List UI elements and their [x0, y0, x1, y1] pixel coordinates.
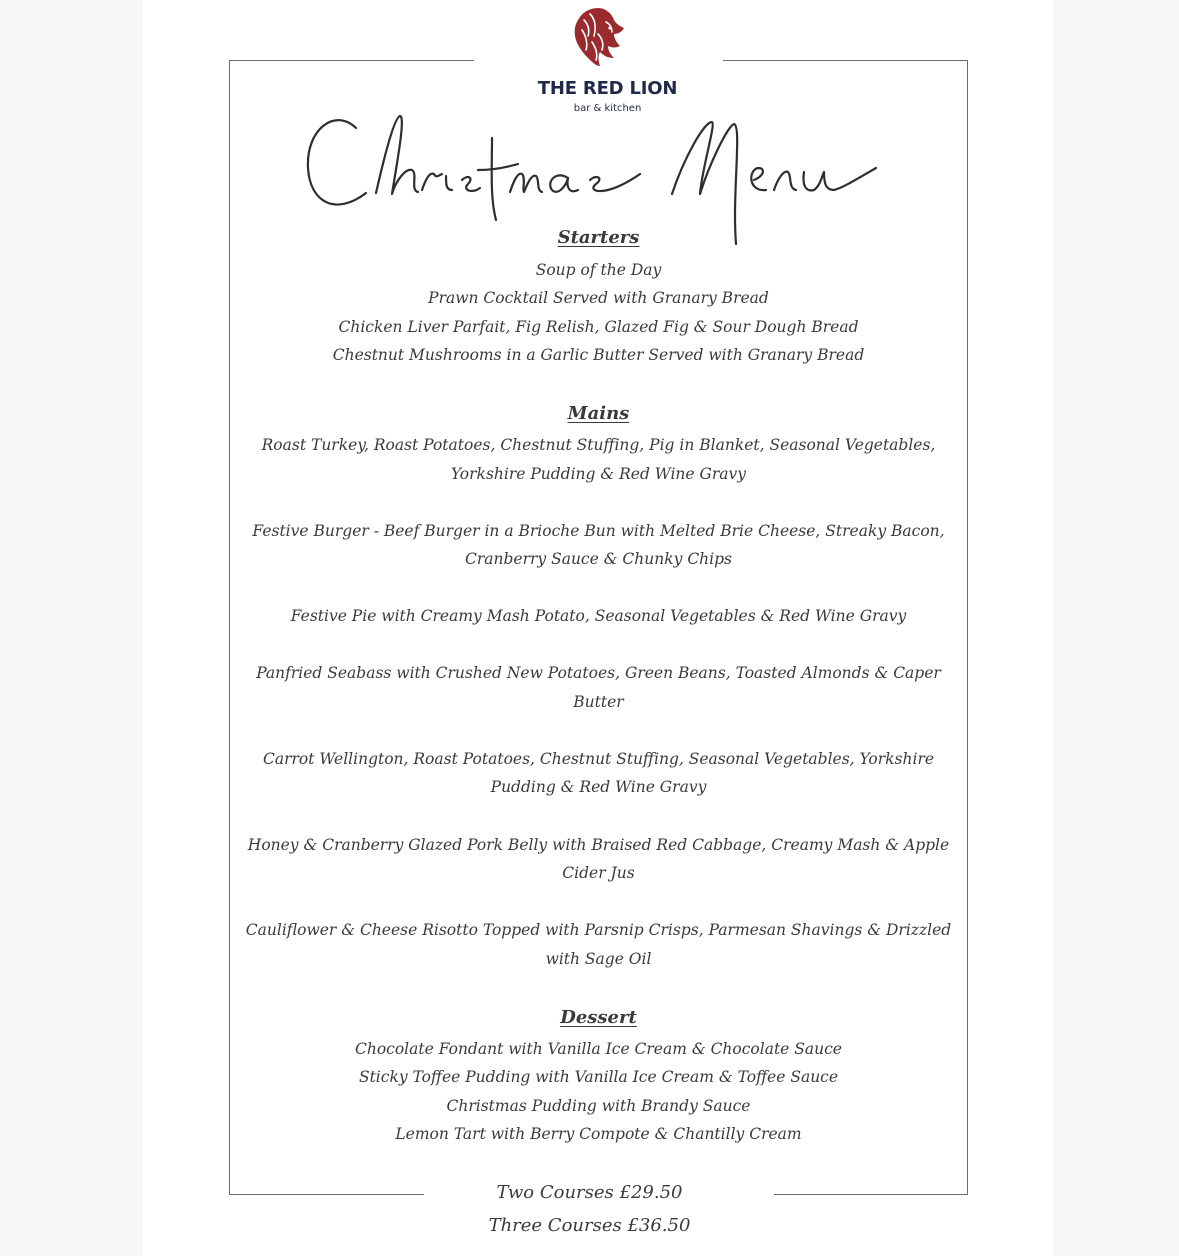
mains-heading: Mains	[567, 403, 630, 424]
brand-name: THE RED LION	[537, 78, 678, 99]
starter-item: Chestnut Mushrooms in a Garlic Butter Served with Granary Bread	[332, 346, 865, 364]
dessert-item: Lemon Tart with Berry Compote & Chantilly Cream	[395, 1125, 802, 1143]
starter-item: Chicken Liver Parfait, Fig Relish, Glazed Fig & Sour Dough Bread	[338, 318, 859, 336]
dessert-heading: Dessert	[560, 1007, 637, 1028]
starters-heading: Starters	[557, 227, 640, 248]
dessert-item: Chocolate Fondant with Vanilla Ice Cream & Chocolate Sauce	[355, 1040, 842, 1058]
main-item-line: Panfried Seabass with Crushed New Potatoes, Green Beans, Toasted Almonds & Caper	[256, 664, 941, 682]
starter-item: Prawn Cocktail Served with Granary Bread	[428, 289, 769, 307]
brand-subtitle: bar & kitchen	[573, 103, 642, 114]
main-item-line: Pudding & Red Wine Gravy	[490, 778, 707, 796]
main-item-line: with Sage Oil	[545, 950, 652, 968]
starter-item: Soup of the Day	[535, 261, 662, 279]
dessert-item: Sticky Toffee Pudding with Vanilla Ice Cream & Toffee Sauce	[358, 1068, 839, 1086]
main-item-line: Roast Turkey, Roast Potatoes, Chestnut Stuffing, Pig in Blanket, Seasonal Vegetables,	[261, 436, 936, 454]
three-courses-price: Three Courses £36.50	[488, 1215, 691, 1236]
main-item-line: Cauliflower & Cheese Risotto Topped with Parsnip Crisps, Parmesan Shavings & Drizzled	[245, 921, 952, 939]
main-item-line: Butter	[573, 693, 624, 711]
dessert-item: Christmas Pudding with Brandy Sauce	[446, 1097, 751, 1115]
main-item-line: Carrot Wellington, Roast Potatoes, Chestnut Stuffing, Seasonal Vegetables, Yorkshire	[262, 750, 935, 768]
main-item-line: Honey & Cranberry Glazed Pork Belly with Braised Red Cabbage, Creamy Mash & Apple	[247, 836, 950, 854]
menu-content	[229, 0, 968, 1256]
main-item-line: Festive Burger - Beef Burger in a Brioche Bun with Melted Brie Cheese, Streaky Bacon,	[252, 522, 945, 540]
main-item-line: Festive Pie with Creamy Mash Potato, Seasonal Vegetables & Red Wine Gravy	[290, 607, 907, 625]
main-item-line: Yorkshire Pudding & Red Wine Gravy	[450, 465, 747, 483]
main-item-line: Cranberry Sauce & Chunky Chips	[465, 550, 732, 568]
two-courses-price: Two Courses £29.50	[496, 1182, 683, 1203]
main-item-line: Cider Jus	[562, 864, 635, 882]
